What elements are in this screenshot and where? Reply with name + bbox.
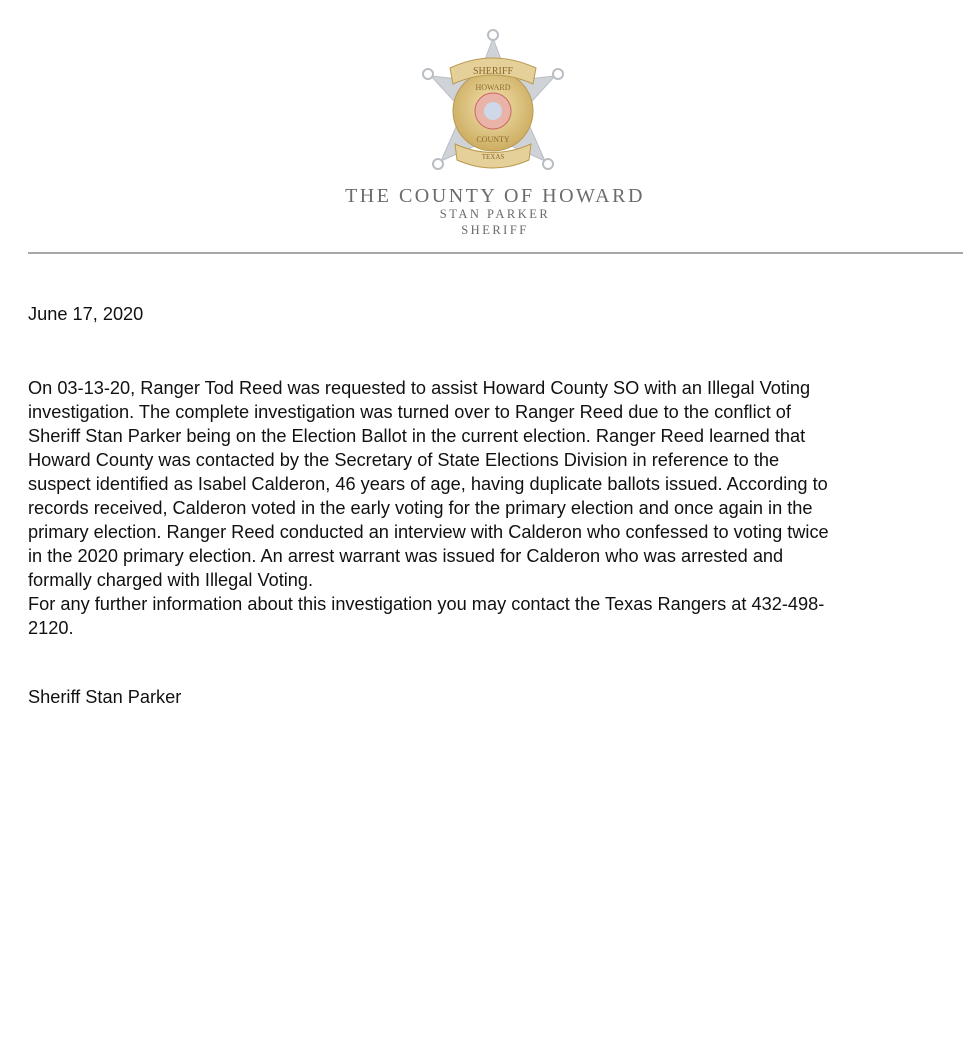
sheriff-badge-logo bbox=[405, 26, 580, 186]
letter-body bbox=[28, 376, 829, 640]
body-line: For any further information about this investigation you may contact the Texas Rangers at 432-498- bbox=[28, 594, 825, 614]
body-line: On 03-13-20, Ranger Tod Reed was requested to assist Howard County SO with an Illegal Voting bbox=[28, 378, 811, 398]
svg-text:COUNTY: COUNTY bbox=[476, 135, 510, 144]
body-line: primary election. Ranger Reed conducted an interview with Calderon who confessed to voting twice bbox=[28, 522, 829, 542]
body-line: Sheriff Stan Parker being on the Election Ballot in the current election. Ranger Reed learned that bbox=[28, 426, 806, 446]
body-line: records received, Calderon voted in the early voting for the primary election and once again in the bbox=[28, 498, 813, 518]
letterhead-name: STAN PARKER bbox=[439, 207, 551, 221]
seal-text: SHERIFF bbox=[472, 66, 514, 77]
svg-text:TEXAS: TEXAS bbox=[481, 153, 505, 161]
header-divider bbox=[28, 252, 963, 254]
body-line: Howard County was contacted by the Secretary of State Elections Division in reference to the bbox=[28, 450, 780, 470]
svg-text:HOWARD: HOWARD bbox=[475, 83, 511, 92]
signature: Sheriff Stan Parker bbox=[28, 687, 182, 707]
body-line: suspect identified as Isabel Calderon, 46 years of age, having duplicate ballots issued. According to bbox=[28, 474, 828, 494]
letter-date: June 17, 2020 bbox=[28, 304, 144, 324]
letterhead-role: SHERIFF bbox=[461, 223, 529, 237]
body-line: investigation. The complete investigation was turned over to Ranger Reed due to the conflict of bbox=[28, 402, 791, 422]
body-line: formally charged with Illegal Voting. bbox=[28, 570, 314, 590]
body-line: in the 2020 primary election. An arrest warrant was issued for Calderon who was arrested and bbox=[28, 546, 784, 566]
letterhead-title: THE COUNTY OF HOWARD bbox=[345, 185, 645, 207]
body-line: 2120. bbox=[28, 618, 74, 638]
